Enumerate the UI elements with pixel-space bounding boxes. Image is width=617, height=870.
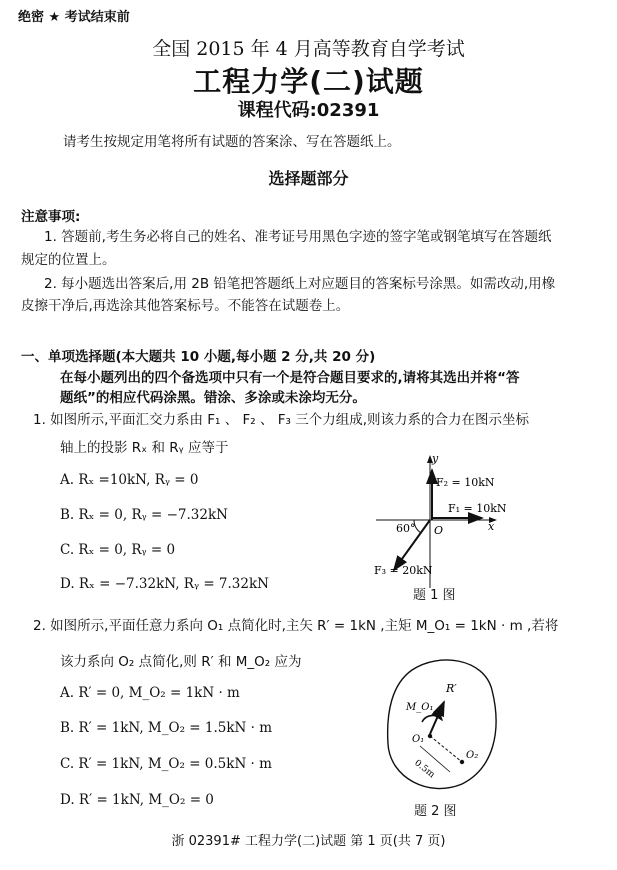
- q2-stem-line-1: 2. 如图所示,平面任意力系向 O₁ 点简化时,主矢 R′ = 1kN ,主矩 M_O₁ = 1kN · m ,若将: [33, 618, 559, 634]
- q2-option-b: B. R′ = 1kN, M_O₂ = 1.5kN · m: [60, 720, 273, 736]
- origin-label: O: [434, 524, 444, 537]
- note-2-line-1: 2. 每小题选出答案后,用 2B 铅笔把答题纸上对应题目的答案标号涂黑。如需改动,用橡: [44, 276, 556, 292]
- exam-title: 全国 2015 年 4 月高等教育自学考试: [152, 38, 465, 60]
- note-1-line-2: 规定的位置上。: [21, 252, 116, 268]
- y-axis-label: y: [432, 452, 439, 465]
- figure-1: [370, 448, 510, 603]
- f3-label: F₃ = 20kN: [374, 564, 433, 577]
- figure-1-caption: 题 1 图: [413, 588, 456, 603]
- resultant-label: R′: [446, 682, 457, 695]
- dimension-line: [430, 736, 462, 762]
- f2-label: F₂ = 10kN: [436, 476, 495, 489]
- body-outline: [388, 660, 496, 789]
- distance-label: 0.5m: [412, 758, 437, 781]
- q1-option-b: B. Rₓ = 0, Rᵧ = −7.32kN: [60, 507, 228, 523]
- figure-2-caption: 题 2 图: [414, 804, 457, 819]
- angle-label: 60°: [396, 522, 416, 535]
- notes-title: 注意事项:: [21, 209, 81, 225]
- q1-stem-line-1: 1. 如图所示,平面汇交力系由 F₁ 、 F₂ 、 F₃ 三个力组成,则该力系的合力在图示坐标: [33, 412, 530, 428]
- f1-label: F₁ = 10kN: [448, 502, 507, 515]
- q1-stem-line-2: 轴上的投影 Rₓ 和 Rᵧ 应等于: [60, 440, 229, 456]
- paper-title: 工程力学(二)试题: [193, 65, 424, 98]
- q1-option-c: C. Rₓ = 0, Rᵧ = 0: [60, 542, 176, 558]
- moment-arc: [422, 716, 442, 722]
- q2-option-d: D. R′ = 1kN, M_O₂ = 0: [60, 792, 214, 808]
- part1-desc-line-1: 在每小题列出的四个备选项中只有一个是符合题目要求的,请将其选出并将“答: [60, 370, 520, 386]
- section-title: 选择题部分: [268, 169, 349, 188]
- course-code: 课程代码:02391: [237, 100, 380, 121]
- q2-option-c: C. R′ = 1kN, M_O₂ = 0.5kN · m: [60, 756, 272, 772]
- figure-2: [384, 650, 504, 792]
- part1-heading: 一、单项选择题(本大题共 10 小题,每小题 2 分,共 20 分): [21, 349, 376, 365]
- part1-desc-line-2: 题纸”的相应代码涂黑。错涂、多涂或未涂均无分。: [60, 390, 366, 406]
- note-2-line-2: 皮擦干净后,再选涂其他答案标号。不能答在试题卷上。: [21, 298, 350, 314]
- q2-stem-line-2: 该力系向 O₂ 点简化,则 R′ 和 M_O₂ 应为: [60, 654, 302, 670]
- q1-option-d: D. Rₓ = −7.32kN, Rᵧ = 7.32kN: [60, 576, 269, 592]
- o2-label: O₂: [466, 750, 479, 761]
- instruction: 请考生按规定用笔将所有试题的答案涂、写在答题纸上。: [63, 134, 401, 150]
- page-footer: 浙 02391# 工程力学(二)试题 第 1 页(共 7 页): [171, 834, 446, 849]
- x-axis-label: x: [488, 520, 495, 533]
- moment-label: M_O₁: [406, 702, 434, 713]
- o1-label: O₁: [412, 734, 425, 745]
- note-1-line-1: 1. 答题前,考生务必将自己的姓名、准考证号用黑色字迹的签字笔或钢笔填写在答题纸: [44, 229, 552, 245]
- q1-option-a: A. Rₓ =10kN, Rᵧ = 0: [60, 472, 199, 488]
- q2-option-a: A. R′ = 0, M_O₂ = 1kN · m: [60, 685, 240, 701]
- confidential-marker: 绝密 ★ 考试结束前: [18, 10, 130, 25]
